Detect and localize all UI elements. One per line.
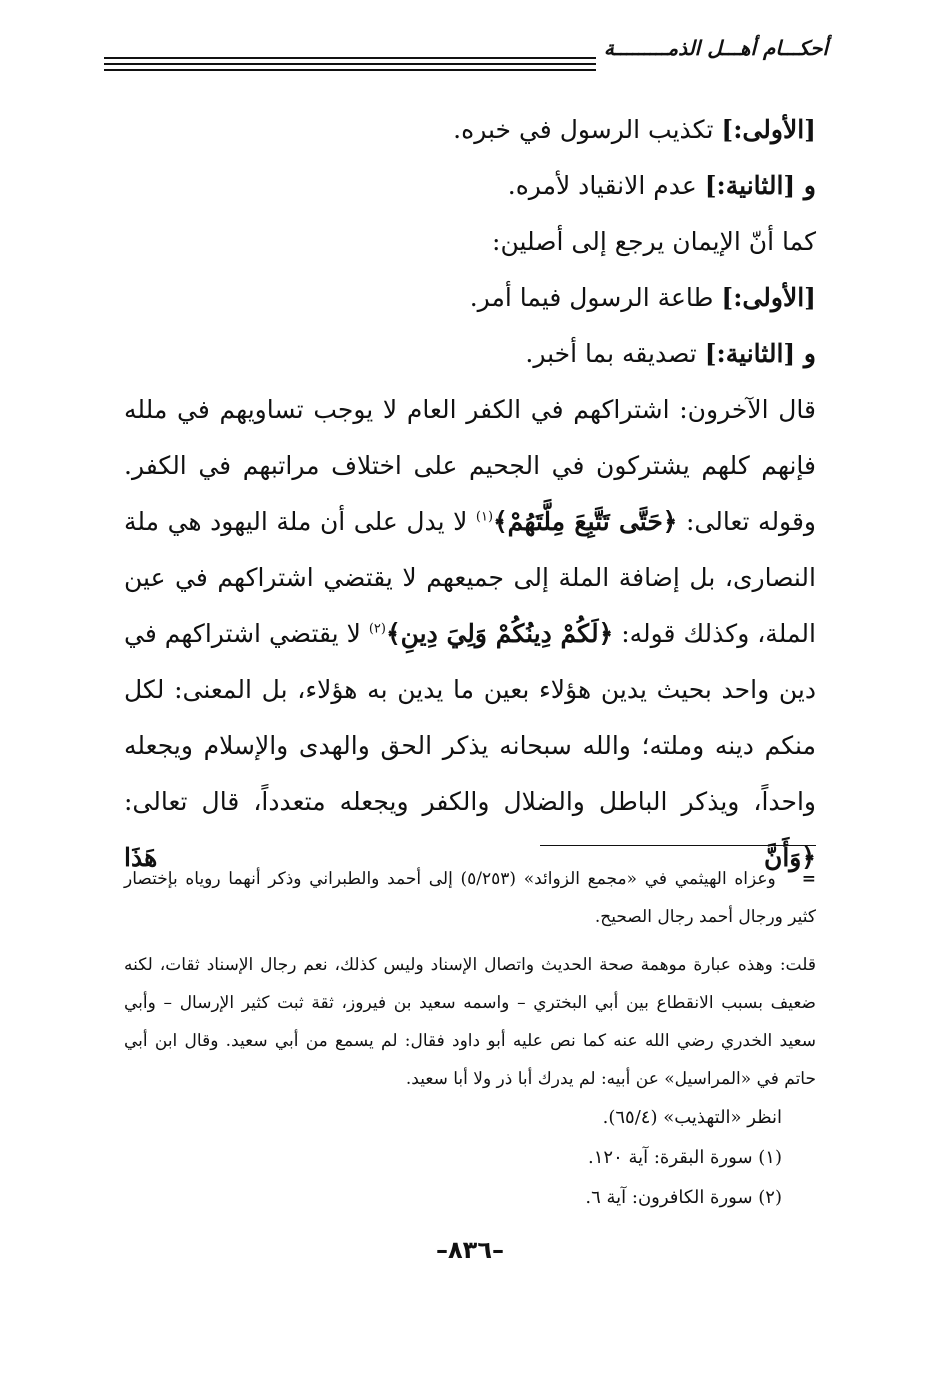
paragraph-text: لا يقتضي اشتراكهم في دين واحد بحيث يدين هؤلاء بعين ما يدين به هؤلاء، بل المعنى: لكل منكم دينه وملته؛ والله سبحانه يذكر الحق والهدى والإسلام ويجعله واحداً، ويذكر الباطل والضلال والكفر ويجعله متعدداً، قال تعالى: — [124, 619, 816, 816]
item-text: عدم الانقياد لأمره. — [507, 171, 705, 200]
item-text: طاعة الرسول فيما أمر. — [469, 283, 722, 312]
item-label: [الثانية:] — [704, 339, 796, 368]
quran-quote: ﴿وَأَنَّ هَذَا — [124, 843, 816, 872]
paragraph-text: قال الآخرون: اشتراكهم في الكفر العام لا يوجب تساويهم في ملله فإنهم كلهم يشتركون في الجحيم على اختلاف مراتبهم في الكفر. وقوله تعالى: — [124, 395, 816, 536]
main-text — [124, 102, 816, 886]
header-rule — [104, 63, 596, 65]
footnote-divider — [540, 845, 816, 846]
footnote-text: وعزاه الهيثمي في «مجمع الزوائد» (٥/٢٥٣) إلى أحمد والطبراني وذكر أنهما روياه بإختصار كثير ورجال أحمد رجال الصحيح. — [124, 869, 816, 927]
footnote-marker: (١) — [475, 509, 494, 525]
item-text: تصديقه بما أخبر. — [525, 339, 705, 368]
footnote-reference: انظر «التهذيب» (٦٥/٤). — [602, 1107, 782, 1128]
paragraph-text: لا يدل على أن ملة اليهود هي ملة النصارى، بل إضافة الملة إلى جميعهم لا يقتضي اشتراكهم في عين الملة، وكذلك قوله: — [124, 507, 816, 648]
body-paragraph — [124, 382, 816, 886]
item-text: كما أنّ الإيمان يرجع إلى أصلين: — [492, 227, 816, 256]
text-line — [124, 158, 816, 214]
text-line — [124, 326, 816, 382]
footnote-marker: (٢) — [368, 621, 386, 637]
footnote-2: (٢) سورة الكافرون: آية ٦. — [585, 1187, 782, 1208]
text-line — [124, 214, 816, 270]
running-header-title: أحكـــام أهـــل الذمـــــــــة — [603, 36, 828, 60]
item-prefix: و — [795, 339, 816, 368]
page-number: –٨٣٦– — [436, 1236, 504, 1264]
item-prefix: و — [795, 171, 816, 200]
item-label: [الثانية:] — [704, 171, 796, 200]
quran-quote: ﴿لَكُمْ دِينُكُمْ وَلِيَ دِينِ﴾ — [385, 619, 614, 648]
item-label: [الأولى:] — [721, 115, 816, 144]
item-label: [الأولى:] — [721, 283, 816, 312]
header-rule — [104, 57, 596, 59]
quran-quote: ﴿حَتَّى تَتَّبِعَ مِلَّتَهُمْ﴾ — [493, 507, 678, 536]
footnote-1: (١) سورة البقرة: آية ١٢٠. — [588, 1147, 782, 1168]
footnote-continuation — [124, 860, 816, 936]
footnote-comment: قلت: وهذه عبارة موهمة صحة الحديث واتصال الإسناد وليس كذلك، نعم رجال الإسناد ثقات، لكنه ضعيف بسبب الانقطاع بين أبي البختري – واسمه سعيد بن فيروز، ثقة ثبت كثير الإرسال – وأبي سعيد الخدري رضي الله عنه كما نص عليه أبو داود فقال: لم يسمع من أبي سعيد. وقال ابن أبي حاتم في «المراسيل» عن أبيه: لم يدرك أبا ذر ولا أبا سعيد. — [124, 955, 816, 1089]
text-line — [124, 270, 816, 326]
item-text: تكذيب الرسول في خبره. — [453, 115, 722, 144]
header-rule — [104, 69, 596, 71]
continuation-mark: = — [801, 869, 816, 889]
text-line — [124, 102, 816, 158]
footnotes — [124, 860, 816, 1218]
